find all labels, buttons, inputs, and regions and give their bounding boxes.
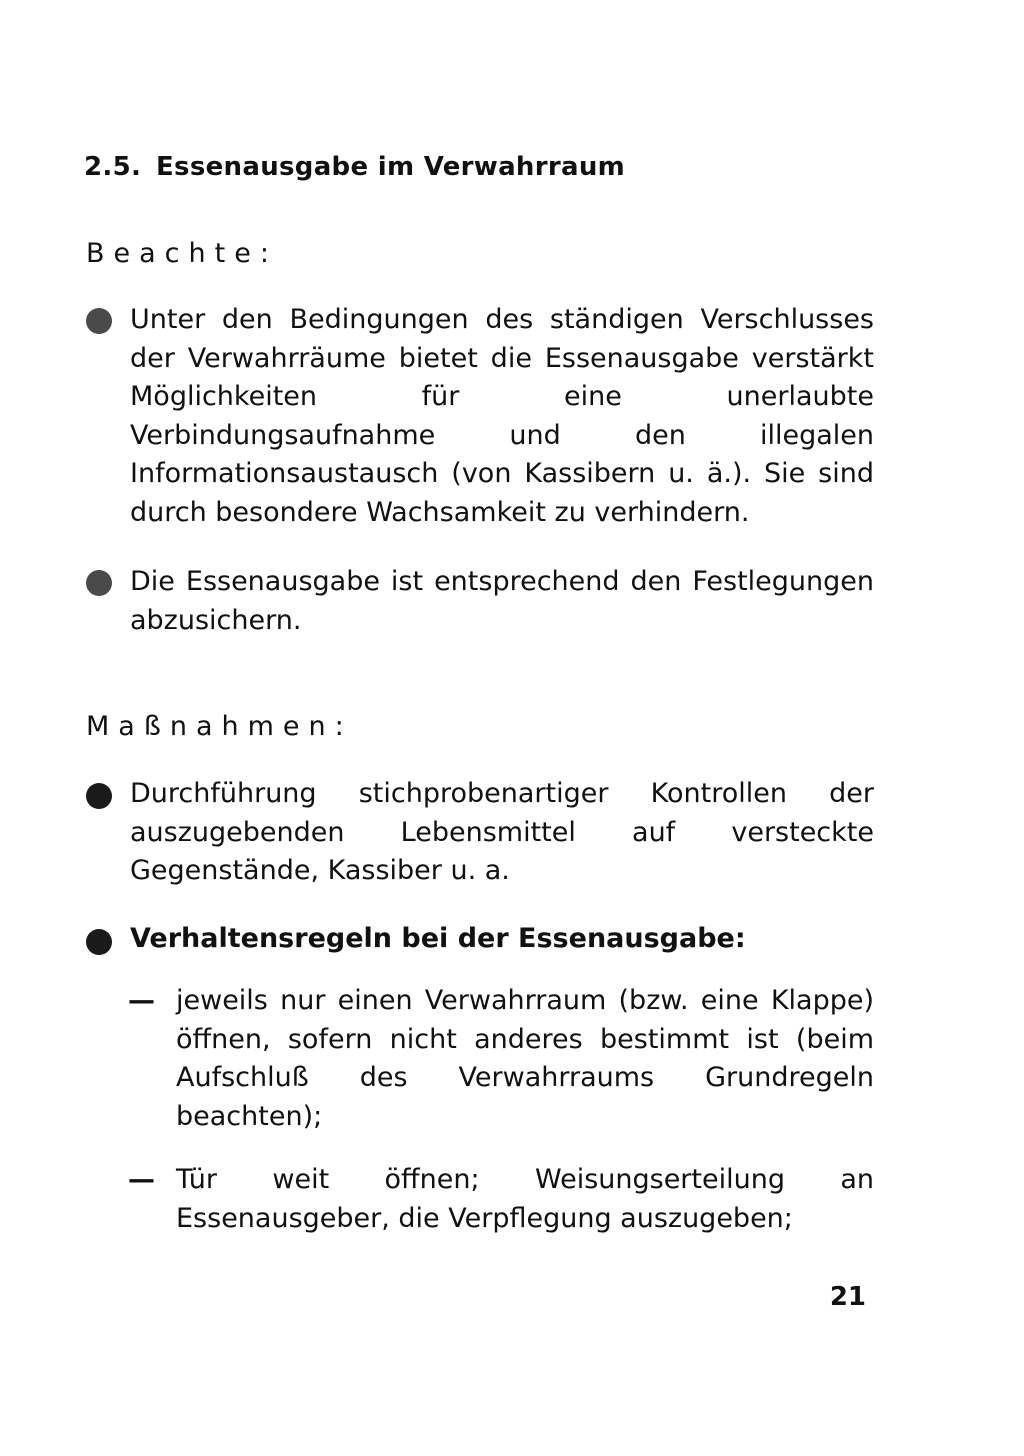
rule-item-1 [128, 982, 874, 1136]
dash-icon: — [128, 1164, 155, 1195]
section-title: Essenausgabe im Verwahrraum [156, 152, 626, 182]
section-number: 2.5. [84, 152, 142, 182]
bullet-dot-icon [86, 783, 112, 809]
bullet-dot-icon [86, 929, 112, 955]
section-heading [84, 152, 625, 182]
page-number: 21 [829, 1282, 866, 1312]
rule-item-2 [128, 1161, 874, 1238]
bullet-dot-icon [86, 308, 112, 334]
rule-text: Tür weit öffnen; Weisungserteilung an Essenausgeber, die Verpflegung auszugeben; [176, 1164, 874, 1234]
bullet-dot-icon [86, 570, 112, 596]
beachte-label: Beachte: [86, 238, 278, 269]
massnahmen-label: Maßnahmen: [86, 711, 353, 742]
rule-text: jeweils nur einen Verwahrraum (bzw. eine Klappe) öffnen, sofern nicht anderes bestimmt ist (beim Aufschluß des Verwahrraums Grundregeln beachten); [176, 985, 874, 1132]
bullet-text: Unter den Bedingungen des ständigen Verschlusses der Verwahrräume bietet die Essenausgabe verstärkt Möglichkeiten für eine unerlaubte Verbindungsaufnahme und den illegalen Informationsaustausch (von Kassibern u. ä.). Sie sind durch besondere Wachsamkeit zu verhindern. [130, 304, 874, 528]
beachte-bullet-1 [84, 301, 874, 532]
massnahmen-bullet-1 [84, 775, 874, 891]
massnahmen-bullet-2 [84, 920, 874, 959]
bullet-text: Verhaltensregeln bei der Essenausgabe: [130, 923, 746, 954]
bullet-text: Die Essenausgabe ist entsprechend den Festlegungen abzusichern. [130, 566, 874, 636]
bullet-text: Durchführung stichprobenartiger Kontrollen der auszugebenden Lebensmittel auf versteckte Gegenstände, Kassiber u. a. [130, 778, 874, 886]
dash-icon: — [128, 985, 155, 1016]
beachte-bullet-2 [84, 563, 874, 640]
